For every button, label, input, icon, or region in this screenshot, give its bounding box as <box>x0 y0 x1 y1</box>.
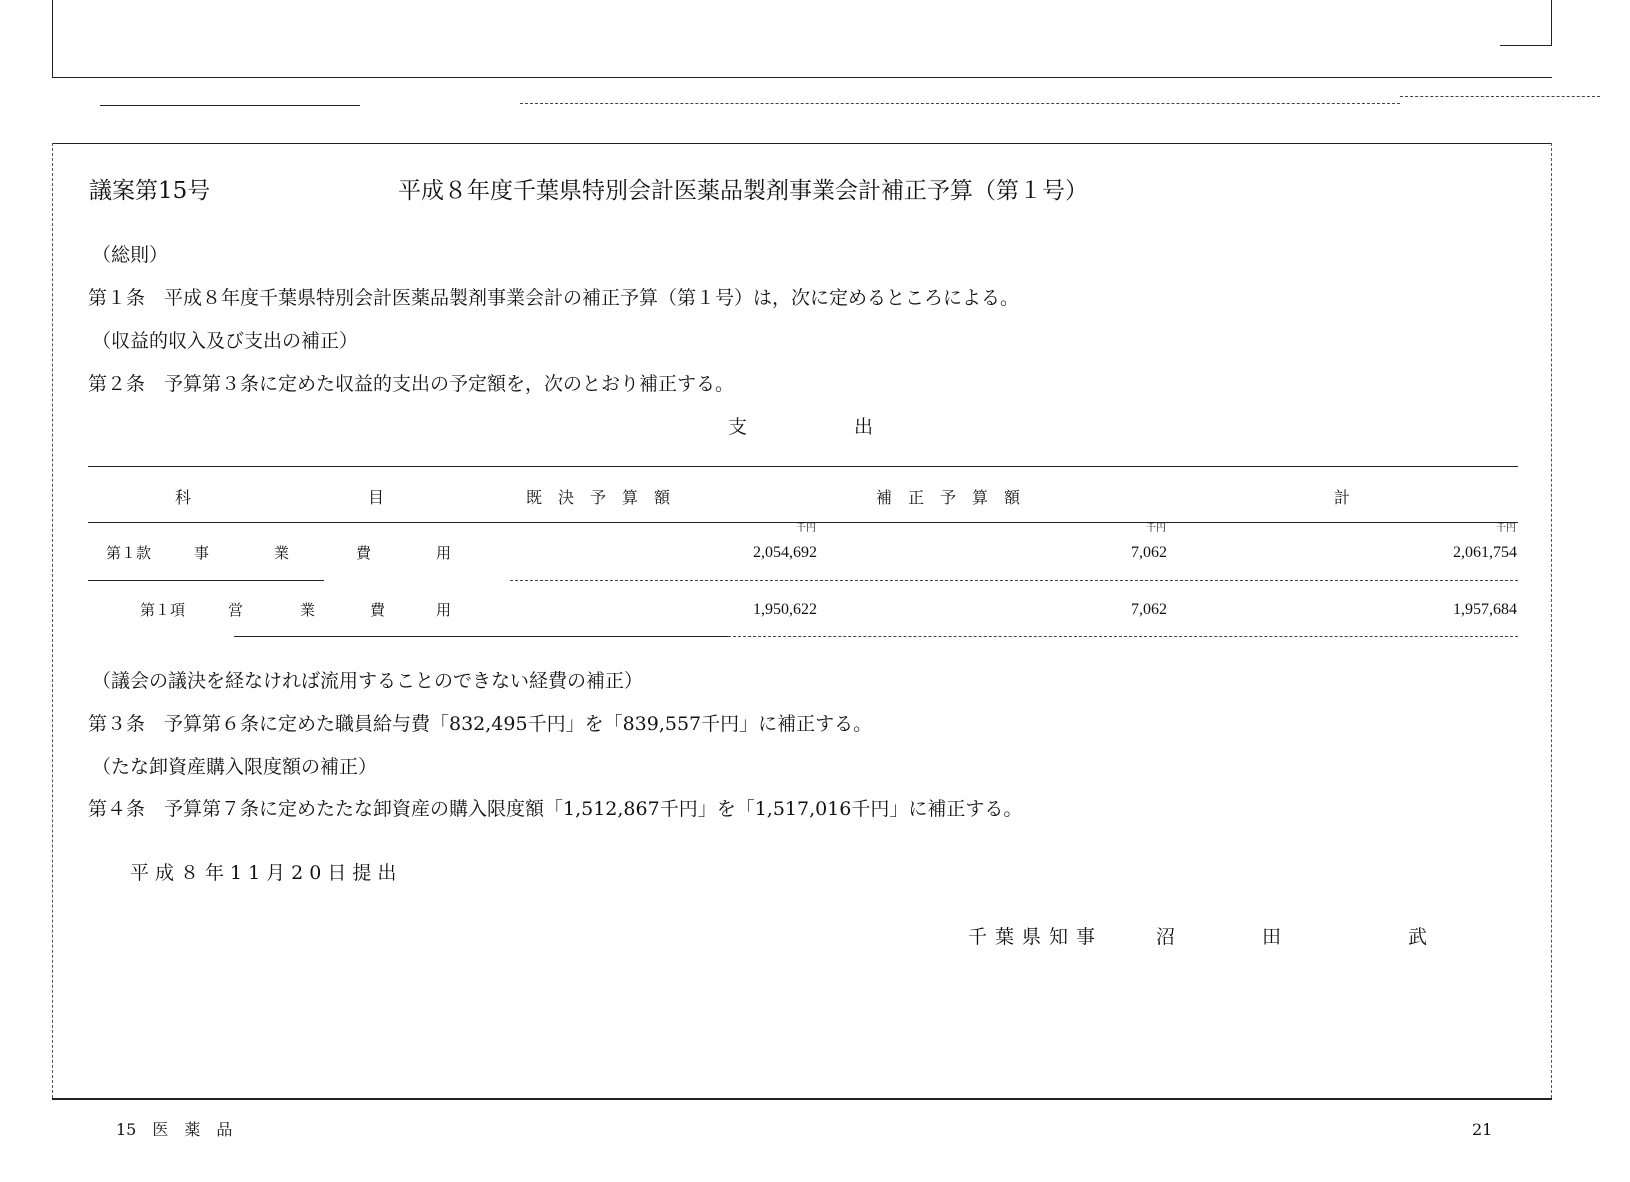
frame-bottom-border <box>52 1098 1552 1100</box>
approved-amount: 1,950,622 <box>753 601 817 618</box>
prev-box-right-border <box>1551 0 1552 46</box>
article-2: 第２条 予算第３条に定めた収益的支出の予定額を，次のとおり補正する。 <box>88 373 735 395</box>
signature-name-3: 武 <box>1408 926 1428 948</box>
row-label-d: 費 <box>356 544 372 562</box>
table-bottom-rule <box>234 636 728 637</box>
submission-date: 平成８年11月20日提出 <box>130 862 403 884</box>
prev-box-bottom-border <box>52 77 1552 78</box>
footer-section-label: 15 医 薬 品 <box>116 1120 233 1139</box>
prev-box-ledge <box>1500 45 1551 46</box>
table-caption: 支 出 <box>728 416 876 438</box>
unit-supplementary: 千円 <box>1146 523 1166 534</box>
header-item-1: 科 <box>175 488 192 507</box>
frame-left-border <box>52 143 53 1098</box>
header-total: 計 <box>1334 488 1351 507</box>
signature-office: 千葉県知事 <box>968 926 1104 948</box>
signature-name-1: 沼 <box>1156 926 1176 948</box>
separator-line-b <box>520 103 1400 104</box>
separator-line-a <box>100 105 360 106</box>
document-title: 平成８年度千葉県特別会計医薬品製剤事業会計補正予算（第１号） <box>398 178 1088 204</box>
separator-line-c <box>1400 96 1600 97</box>
row-label-c: 業 <box>300 601 316 619</box>
total-amount: 1,957,684 <box>1453 601 1517 618</box>
article-1: 第１条 平成８年度千葉県特別会計医薬品製剤事業会計の補正予算（第１号）は，次に定めるところによる。 <box>88 287 1020 309</box>
frame-right-border <box>1551 143 1552 1098</box>
section-heading-inventory-limit: （たな卸資産購入限度額の補正） <box>92 756 378 778</box>
bill-number: 議案第15号 <box>89 178 211 204</box>
frame-top-border <box>52 143 1552 144</box>
row-label-b: 営 <box>228 601 244 619</box>
unit-approved: 千円 <box>796 523 816 534</box>
supplementary-amount: 7,062 <box>1131 544 1167 561</box>
table-top-rule <box>88 466 1518 467</box>
row-1-bottom-rule-right <box>510 580 1518 581</box>
row-label-b: 事 <box>194 544 210 562</box>
unit-total: 千円 <box>1496 523 1516 534</box>
supplementary-amount: 7,062 <box>1131 601 1167 618</box>
header-approved: 既 決 予 算 額 <box>526 488 671 507</box>
header-supplementary: 補 正 予 算 額 <box>876 488 1021 507</box>
row-1-bottom-rule-left <box>88 580 324 581</box>
section-heading-revenue: （収益的収入及び支出の補正） <box>92 330 359 352</box>
section-heading-general: （総則） <box>92 244 169 266</box>
row-label-e: 用 <box>436 601 452 619</box>
row-label-c: 業 <box>274 544 290 562</box>
row-label-a: 第１項 <box>140 601 186 619</box>
header-item-2: 目 <box>368 488 385 507</box>
total-amount: 2,061,754 <box>1453 544 1517 561</box>
table-bottom-rule-right <box>728 636 1518 637</box>
section-heading-restricted-expenses: （議会の議決を経なければ流用することのできない経費の補正） <box>92 670 644 692</box>
signature-name-2: 田 <box>1262 926 1282 948</box>
article-4: 第４条 予算第７条に定めたたな卸資産の購入限度額「1,512,867千円」を「1,517,016千円」に補正する。 <box>88 798 1023 820</box>
article-3: 第３条 予算第６条に定めた職員給与費「832,495千円」を「839,557千円」に補正する。 <box>88 713 873 735</box>
row-label-a: 第１款 <box>106 544 152 562</box>
row-label-e: 用 <box>436 544 452 562</box>
row-label-d: 費 <box>370 601 386 619</box>
page-number: 21 <box>1472 1120 1493 1139</box>
prev-box-left-border <box>52 0 53 78</box>
approved-amount: 2,054,692 <box>753 544 817 561</box>
